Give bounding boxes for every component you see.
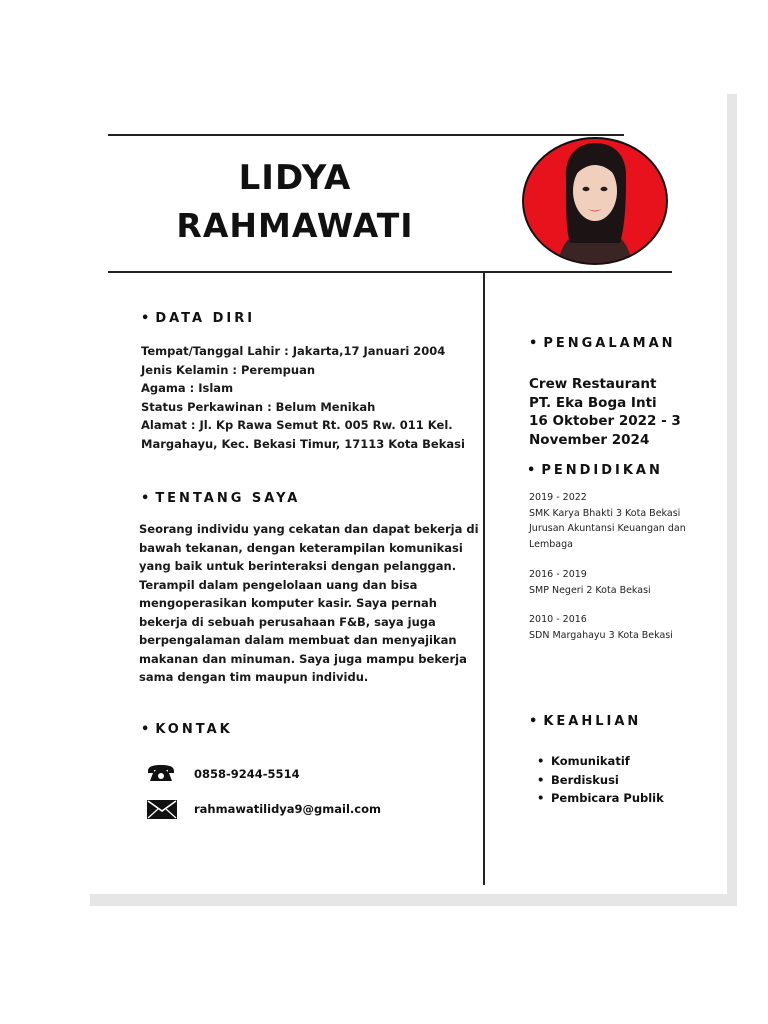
religion-info: Agama : Islam (141, 381, 234, 395)
heading-bullet: • (529, 714, 538, 729)
education-years: 2016 - 2019 (529, 569, 587, 580)
heading-label: TENTANG SAYA (155, 491, 301, 506)
page-shadow-bottom (90, 894, 737, 906)
job-period: November 2024 (529, 431, 650, 448)
heading-data-diri (141, 311, 255, 326)
education-entry (529, 490, 686, 552)
school-name: SMK Karya Bhakti 3 Kota Bekasi (529, 507, 681, 519)
header-bottom-rule (108, 271, 672, 273)
heading-label: PENDIDIKAN (541, 463, 663, 478)
phone-icon (147, 764, 175, 786)
profile-photo (522, 137, 668, 265)
skills-list (537, 752, 664, 808)
school-name: SMP Negeri 2 Kota Bekasi (529, 584, 651, 596)
about-line: mengoperasikan komputer kasir. Saya pernah (139, 596, 437, 610)
address-line-2: Margahayu, Kec. Bekasi Timur, 17113 Kota Bekasi (141, 436, 465, 451)
skill-item (537, 752, 664, 771)
about-me-text (139, 520, 479, 687)
birth-info: Tempat/Tanggal Lahir : Jakarta,17 Januari 2004 (141, 344, 446, 358)
job-title: Crew Restaurant (529, 376, 657, 392)
about-line: bekerja di sebuah perusahaan F&B, saya juga (139, 614, 436, 629)
experience-entry (529, 375, 681, 449)
about-line: sama dengan tim maupun individu. (139, 670, 369, 684)
skill-bullet: • (537, 791, 545, 805)
skill-item (537, 771, 664, 790)
skill-label: Pembicara Publik (551, 791, 664, 805)
gender-info: Jenis Kelamin : Perempuan (141, 362, 316, 377)
name-first: LIDYA (238, 158, 352, 198)
company-name: PT. Eka Boga Inti (529, 394, 657, 411)
education-entry (529, 612, 673, 643)
school-major: Jurusan Akuntansi Keuangan dan (529, 523, 686, 534)
skill-label: Komunikatif (551, 754, 630, 768)
email-address: rahmawatilidya9@gmail.com (194, 802, 381, 816)
education-years: 2019 - 2022 (529, 492, 587, 503)
address-line-1: Alamat : Jl. Kp Rawa Semut Rt. 005 Rw. 011 Kel. (141, 418, 453, 432)
marital-status-info: Status Perkawinan : Belum Menikah (141, 399, 376, 414)
skill-bullet: • (537, 772, 545, 787)
column-divider (483, 272, 485, 885)
heading-label: KONTAK (155, 722, 233, 737)
skill-label: Berdiskusi (551, 772, 619, 787)
about-line: bawah tekanan, dengan keterampilan komunikasi (139, 540, 463, 555)
about-line: yang baik untuk berinteraksi dengan pelanggan. (139, 559, 457, 573)
heading-label: PENGALAMAN (543, 336, 676, 351)
heading-tentang-saya (141, 491, 300, 506)
heading-label: KEAHLIAN (543, 714, 642, 729)
name-last: RAHMAWATI (176, 206, 414, 245)
heading-bullet: • (141, 722, 150, 737)
about-line: makanan dan minuman. Saya juga mampu bekerja (139, 651, 467, 666)
education-entry (529, 567, 651, 598)
portrait-illustration (524, 139, 666, 263)
page-shadow-right (727, 94, 737, 906)
about-line: Terampil dalam pengelolaan uang dan bisa (139, 577, 418, 592)
school-major: Lembaga (529, 538, 573, 550)
heading-label: DATA DIRI (155, 311, 256, 326)
job-period: 16 Oktober 2022 - 3 (529, 413, 681, 429)
heading-bullet: • (527, 463, 536, 478)
heading-keahlian (529, 714, 641, 729)
skill-bullet: • (537, 754, 545, 768)
heading-pendidikan (527, 463, 663, 478)
school-name: SDN Margahayu 3 Kota Bekasi (529, 629, 673, 641)
phone-number: 0858-9244-5514 (194, 767, 300, 781)
mail-icon (147, 800, 177, 823)
about-line: berpengalaman dalam membuat dan menyajikan (139, 633, 457, 647)
about-line: Seorang individu yang cekatan dan dapat bekerja di (139, 522, 479, 536)
heading-pengalaman (529, 336, 676, 351)
heading-bullet: • (529, 336, 538, 351)
heading-kontak (141, 722, 233, 737)
education-years: 2010 - 2016 (529, 614, 587, 625)
data-diri-details (141, 342, 465, 453)
heading-bullet: • (141, 491, 150, 506)
skill-item (537, 789, 664, 808)
heading-bullet: • (141, 311, 150, 326)
header-top-rule (108, 134, 624, 136)
